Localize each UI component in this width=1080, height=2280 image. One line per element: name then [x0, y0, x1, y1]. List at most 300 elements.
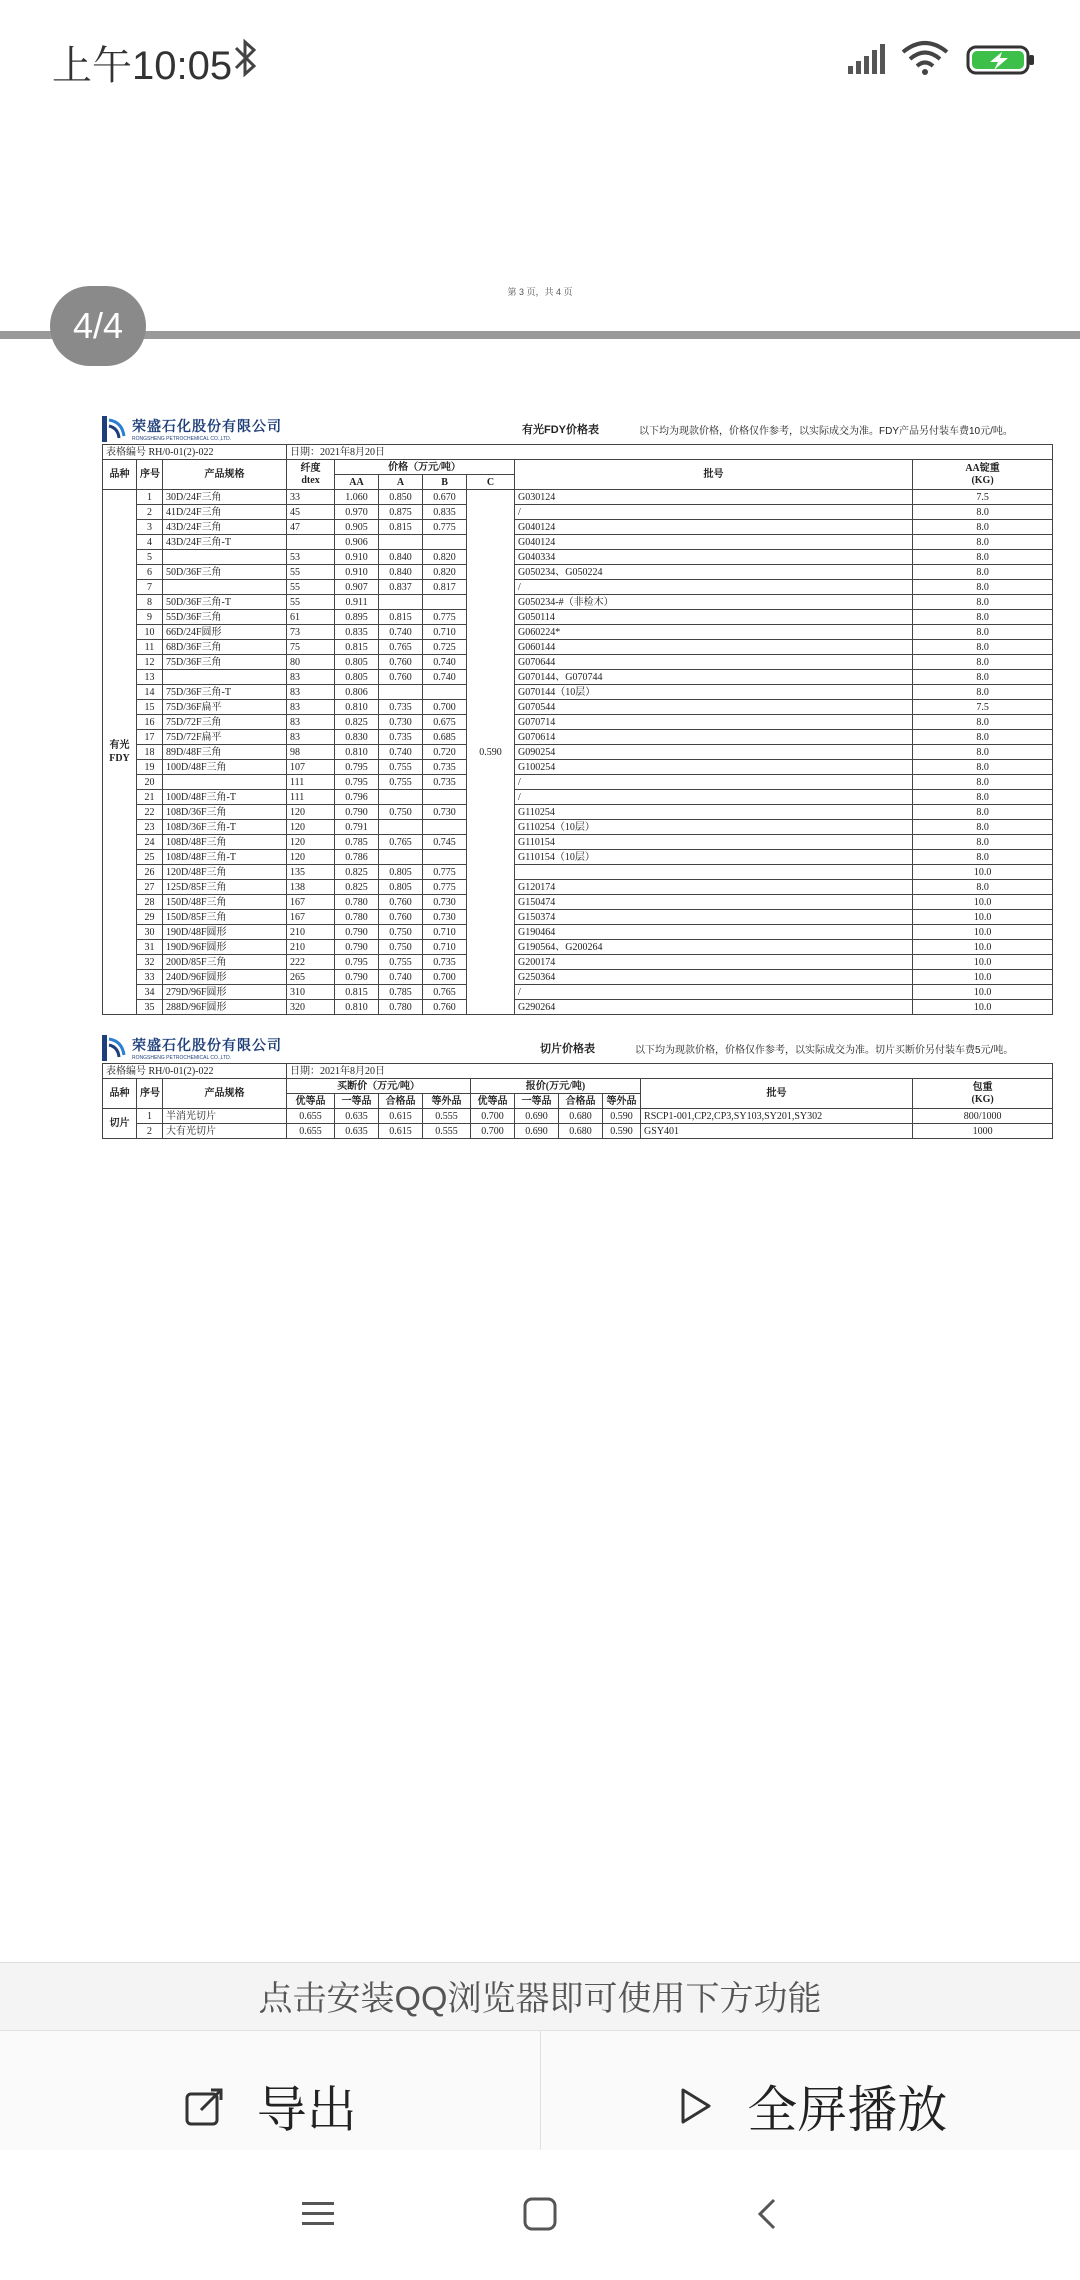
table-row — [103, 1124, 1053, 1139]
cell-weight: 10.0 — [913, 955, 1053, 970]
cell-weight: 10.0 — [913, 910, 1053, 925]
col-grade-3: 合格品 — [559, 1094, 603, 1109]
col-buyout: 买断价（万元/吨） — [287, 1079, 471, 1094]
cell-seq: 2 — [137, 1124, 163, 1139]
cell-spec: 50D/36F三角 — [163, 565, 287, 580]
cell-price-a: 0.735 — [379, 730, 423, 745]
cell-price-a: 0.760 — [379, 655, 423, 670]
cell-dtex: 120 — [287, 805, 335, 820]
export-icon — [183, 2084, 227, 2128]
cell-seq: 19 — [137, 760, 163, 775]
cell-weight: 8.0 — [913, 595, 1053, 610]
cell-spec: 大有光切片 — [163, 1124, 287, 1139]
cell-price-b: 0.670 — [423, 490, 467, 505]
cell-spec: 200D/85F三角 — [163, 955, 287, 970]
cell-price-b: 0.740 — [423, 655, 467, 670]
cell-weight: 10.0 — [913, 970, 1053, 985]
cell-price-b: 0.735 — [423, 955, 467, 970]
col-dtex: 纤度 dtex — [287, 460, 335, 490]
cell-seq: 20 — [137, 775, 163, 790]
cell-price-aa: 0.825 — [335, 715, 379, 730]
cell-price-b: 0.700 — [423, 970, 467, 985]
cell-price-a: 0.765 — [379, 835, 423, 850]
cell-dtex: 120 — [287, 820, 335, 835]
cell-batch: G110254 — [515, 805, 913, 820]
cell-price-b: 0.710 — [423, 625, 467, 640]
table-row — [103, 745, 1053, 760]
cell-price-a: 0.750 — [379, 805, 423, 820]
cell-buyout-1: 0.655 — [287, 1124, 335, 1139]
fdy-form-no: 表格编号 RH/0-01(2)-022 — [103, 445, 287, 460]
cell-price-b: 0.735 — [423, 775, 467, 790]
cell-seq: 7 — [137, 580, 163, 595]
cell-dtex: 310 — [287, 985, 335, 1000]
cell-spec: 89D/48F三角 — [163, 745, 287, 760]
cell-seq: 21 — [137, 790, 163, 805]
cell-price-a: 0.805 — [379, 865, 423, 880]
cell-seq: 22 — [137, 805, 163, 820]
play-icon — [673, 2084, 717, 2128]
cell-spec: 75D/36F扁平 — [163, 700, 287, 715]
cell-weight: 8.0 — [913, 640, 1053, 655]
cell-price-aa: 0.830 — [335, 730, 379, 745]
company-logo-2 — [102, 1035, 282, 1061]
cell-pack: 1000 — [913, 1124, 1053, 1139]
cell-dtex: 222 — [287, 955, 335, 970]
cell-price-b: 0.820 — [423, 550, 467, 565]
cell-price-a: 0.750 — [379, 925, 423, 940]
cell-price-aa: 0.815 — [335, 985, 379, 1000]
col-c: C — [467, 475, 515, 490]
cell-seq: 18 — [137, 745, 163, 760]
cell-batch: G070144（10层） — [515, 685, 913, 700]
cell-dtex: 167 — [287, 910, 335, 925]
cell-price-a: 0.750 — [379, 940, 423, 955]
cell-batch: / — [515, 790, 913, 805]
table-row — [103, 670, 1053, 685]
cell-buyout-2: 0.635 — [335, 1109, 379, 1124]
company-name: 荣盛石化股份有限公司 — [132, 418, 282, 434]
table-row — [103, 490, 1053, 505]
cell-spec: 68D/36F三角 — [163, 640, 287, 655]
cell-price-aa: 0.905 — [335, 520, 379, 535]
cell-seq: 24 — [137, 835, 163, 850]
cell-price-aa: 0.790 — [335, 805, 379, 820]
table-row — [103, 565, 1053, 580]
cell-price-aa: 0.835 — [335, 625, 379, 640]
cell-seq: 14 — [137, 685, 163, 700]
cell-price-a — [379, 685, 423, 700]
cell-dtex: 73 — [287, 625, 335, 640]
cell-quote-1: 0.700 — [471, 1124, 515, 1139]
cell-spec — [163, 550, 287, 565]
col-category: 品种 — [103, 1079, 137, 1109]
cell-spec: 75D/36F三角 — [163, 655, 287, 670]
cell-price-b: 0.720 — [423, 745, 467, 760]
cell-price-b: 0.675 — [423, 715, 467, 730]
battery-charging-icon — [966, 44, 1036, 76]
cell-price-a: 0.815 — [379, 520, 423, 535]
table-row — [103, 895, 1053, 910]
cell-batch: G070544 — [515, 700, 913, 715]
col-seq: 序号 — [137, 460, 163, 490]
cell-price-aa: 0.825 — [335, 880, 379, 895]
cell-price-b — [423, 685, 467, 700]
cell-price-aa: 0.780 — [335, 910, 379, 925]
cell-spec: 75D/72F扁平 — [163, 730, 287, 745]
cell-batch: G050234-#（非检木） — [515, 595, 913, 610]
cell-dtex: 111 — [287, 790, 335, 805]
col-batch: 批号 — [515, 460, 913, 490]
table-row — [103, 655, 1053, 670]
cell-spec — [163, 580, 287, 595]
table-row — [103, 640, 1053, 655]
cell-batch: G070144、G070744 — [515, 670, 913, 685]
cell-price-b: 0.710 — [423, 940, 467, 955]
cell-price-aa: 0.785 — [335, 835, 379, 850]
cell-weight: 8.0 — [913, 685, 1053, 700]
cell-spec: 108D/48F三角-T — [163, 850, 287, 865]
cell-dtex: 210 — [287, 925, 335, 940]
cell-seq: 8 — [137, 595, 163, 610]
cell-dtex: 83 — [287, 670, 335, 685]
table-row — [103, 910, 1053, 925]
cell-batch: G110154 — [515, 835, 913, 850]
cell-batch: G040124 — [515, 535, 913, 550]
cell-seq: 32 — [137, 955, 163, 970]
cell-batch: / — [515, 580, 913, 595]
cell-price-b: 0.820 — [423, 565, 467, 580]
cell-batch: G200174 — [515, 955, 913, 970]
col-grade-2: 一等品 — [335, 1094, 379, 1109]
page-hint: 第 3 页，共 4 页 — [507, 287, 573, 297]
cell-price-b — [423, 850, 467, 865]
cell-price-aa: 0.805 — [335, 655, 379, 670]
table-row — [103, 520, 1053, 535]
cell-seq: 1 — [137, 1109, 163, 1124]
cell-spec: 66D/24F圆形 — [163, 625, 287, 640]
cell-price-a: 0.740 — [379, 625, 423, 640]
cell-seq: 17 — [137, 730, 163, 745]
cell-seq: 35 — [137, 1000, 163, 1015]
cell-seq: 25 — [137, 850, 163, 865]
cell-seq: 31 — [137, 940, 163, 955]
table-row — [103, 685, 1053, 700]
cell-weight: 10.0 — [913, 895, 1053, 910]
table-row — [103, 550, 1053, 565]
cell-dtex: 83 — [287, 685, 335, 700]
cell-spec: 108D/36F三角-T — [163, 820, 287, 835]
cell-batch: G100254 — [515, 760, 913, 775]
cell-batch: RSCP1-001,CP2,CP3,SY103,SY201,SY302 — [641, 1109, 913, 1124]
cell-batch: G040124 — [515, 520, 913, 535]
cell-price-aa: 0.790 — [335, 970, 379, 985]
cell-seq: 23 — [137, 820, 163, 835]
cell-spec: 288D/96F圆形 — [163, 1000, 287, 1015]
system-nav-bar — [0, 2150, 1080, 2280]
cell-spec: 75D/36F三角-T — [163, 685, 287, 700]
table-row — [103, 625, 1053, 640]
signal-icon — [848, 44, 890, 74]
cell-weight: 8.0 — [913, 715, 1053, 730]
cell-spec: 55D/36F三角 — [163, 610, 287, 625]
chips-form-no: 表格编号 RH/0-01(2)-022 — [103, 1064, 287, 1079]
cell-weight: 8.0 — [913, 520, 1053, 535]
home-icon[interactable] — [522, 2196, 558, 2232]
status-bar — [0, 0, 1080, 120]
fdy-title: 有光FDY价格表 — [522, 424, 599, 436]
table-row — [103, 580, 1053, 595]
cell-batch: G070614 — [515, 730, 913, 745]
cell-weight: 10.0 — [913, 1000, 1053, 1015]
cell-seq: 11 — [137, 640, 163, 655]
cell-seq: 6 — [137, 565, 163, 580]
cell-price-aa: 0.810 — [335, 1000, 379, 1015]
chips-title: 切片价格表 — [540, 1043, 595, 1055]
cell-dtex: 98 — [287, 745, 335, 760]
cell-weight: 8.0 — [913, 790, 1053, 805]
cell-price-b — [423, 595, 467, 610]
cell-quote-3: 0.680 — [559, 1124, 603, 1139]
cell-price-a — [379, 850, 423, 865]
cell-price-a: 0.765 — [379, 640, 423, 655]
cell-spec: 75D/72F三角 — [163, 715, 287, 730]
cell-weight: 7.5 — [913, 700, 1053, 715]
cell-weight: 8.0 — [913, 760, 1053, 775]
cell-weight: 8.0 — [913, 805, 1053, 820]
cell-price-aa: 0.815 — [335, 640, 379, 655]
cell-price-a: 0.780 — [379, 1000, 423, 1015]
cell-spec: 50D/36F三角-T — [163, 595, 287, 610]
cell-price-a: 0.740 — [379, 745, 423, 760]
cell-quote-2: 0.690 — [515, 1124, 559, 1139]
cell-price-aa: 0.790 — [335, 925, 379, 940]
company-logo — [102, 416, 282, 442]
fdy-date: 日期：2021年8月20日 — [287, 445, 1053, 460]
col-batch: 批号 — [641, 1079, 913, 1109]
cell-dtex: 83 — [287, 715, 335, 730]
cell-price-a: 0.755 — [379, 760, 423, 775]
status-time: 上午10:05 — [52, 44, 233, 88]
table-row — [103, 805, 1053, 820]
document-page — [102, 414, 1052, 1139]
cell-batch — [515, 865, 913, 880]
row-category: 有光 FDY — [103, 490, 137, 1015]
cell-dtex: 83 — [287, 700, 335, 715]
table-row — [103, 880, 1053, 895]
cell-price-a: 0.735 — [379, 700, 423, 715]
fullscreen-play-label: 全屏播放 — [747, 2081, 948, 2138]
cell-dtex: 55 — [287, 565, 335, 580]
table-row — [103, 955, 1053, 970]
col-spec: 产品规格 — [163, 460, 287, 490]
cell-weight: 8.0 — [913, 835, 1053, 850]
cell-price-aa: 0.795 — [335, 760, 379, 775]
cell-price-aa: 0.790 — [335, 940, 379, 955]
cell-dtex: 83 — [287, 730, 335, 745]
chips-note: 以下均为现款价格，价格仅作参考，以实际成交为准。切片买断价另付装车费5元/吨。 — [635, 1044, 1014, 1056]
cell-spec: 108D/48F三角 — [163, 835, 287, 850]
cell-price-b: 0.735 — [423, 760, 467, 775]
menu-icon[interactable] — [300, 2196, 336, 2232]
row-category: 切片 — [103, 1109, 137, 1139]
cell-spec: 190D/96F圆形 — [163, 940, 287, 955]
cell-price-aa: 0.806 — [335, 685, 379, 700]
cell-weight: 10.0 — [913, 985, 1053, 1000]
company-name: 荣盛石化股份有限公司 — [132, 1037, 282, 1053]
cell-price-a: 0.840 — [379, 550, 423, 565]
cell-batch: / — [515, 775, 913, 790]
cell-spec: 100D/48F三角 — [163, 760, 287, 775]
cell-price-b: 0.730 — [423, 895, 467, 910]
cell-weight: 8.0 — [913, 880, 1053, 895]
col-a: A — [379, 475, 423, 490]
chips-price-table — [102, 1063, 1053, 1139]
col-category: 品种 — [103, 460, 137, 490]
col-grade-4: 等外品 — [603, 1094, 641, 1109]
cell-price-b: 0.765 — [423, 985, 467, 1000]
cell-batch: G250364 — [515, 970, 913, 985]
table-row — [103, 775, 1053, 790]
cell-seq: 5 — [137, 550, 163, 565]
cell-price-aa: 0.970 — [335, 505, 379, 520]
cell-price-b: 0.725 — [423, 640, 467, 655]
cell-weight: 8.0 — [913, 850, 1053, 865]
col-spec: 产品规格 — [163, 1079, 287, 1109]
cell-seq: 26 — [137, 865, 163, 880]
cell-batch: G110254（10层） — [515, 820, 913, 835]
export-label: 导出 — [256, 2081, 357, 2138]
table-row — [103, 1109, 1053, 1124]
cell-weight: 8.0 — [913, 535, 1053, 550]
cell-quote-2: 0.690 — [515, 1109, 559, 1124]
cell-price-aa: 0.825 — [335, 865, 379, 880]
cell-batch: G070644 — [515, 655, 913, 670]
company-name-en: RONGSHENG PETROCHEMICAL CO.,LTD. — [132, 436, 232, 442]
cell-price-aa: 0.906 — [335, 535, 379, 550]
table-row — [103, 925, 1053, 940]
page-indicator: 4/4 — [50, 286, 146, 366]
cell-price-aa: 0.895 — [335, 610, 379, 625]
table-row — [103, 505, 1053, 520]
cell-price-a: 0.840 — [379, 565, 423, 580]
cell-seq: 13 — [137, 670, 163, 685]
cell-price-b: 0.775 — [423, 520, 467, 535]
cell-spec: 190D/48F圆形 — [163, 925, 287, 940]
cell-price-a: 0.755 — [379, 955, 423, 970]
cell-seq: 3 — [137, 520, 163, 535]
cell-price-a: 0.850 — [379, 490, 423, 505]
col-seq: 序号 — [137, 1079, 163, 1109]
cell-batch: GSY401 — [641, 1124, 913, 1139]
cell-batch: G150474 — [515, 895, 913, 910]
cell-weight: 8.0 — [913, 550, 1053, 565]
cell-batch: G050114 — [515, 610, 913, 625]
cell-seq: 29 — [137, 910, 163, 925]
cell-dtex: 265 — [287, 970, 335, 985]
chips-header — [102, 1033, 1052, 1063]
back-icon[interactable] — [750, 2196, 786, 2232]
cell-dtex: 120 — [287, 850, 335, 865]
cell-seq: 16 — [137, 715, 163, 730]
cell-price-aa: 0.795 — [335, 955, 379, 970]
cell-dtex: 107 — [287, 760, 335, 775]
cell-price-a: 0.875 — [379, 505, 423, 520]
table-row — [103, 730, 1053, 745]
col-grade-1: 优等品 — [471, 1094, 515, 1109]
table-row — [103, 970, 1053, 985]
table-row — [103, 865, 1053, 880]
cell-weight: 8.0 — [913, 565, 1053, 580]
cell-dtex — [287, 535, 335, 550]
cell-seq: 28 — [137, 895, 163, 910]
table-row — [103, 1000, 1053, 1015]
cell-batch: G030124 — [515, 490, 913, 505]
cell-price-aa: 0.795 — [335, 775, 379, 790]
cell-weight: 8.0 — [913, 655, 1053, 670]
cell-dtex: 55 — [287, 580, 335, 595]
cell-price-b: 0.760 — [423, 1000, 467, 1015]
cell-dtex: 320 — [287, 1000, 335, 1015]
cell-batch: G290264 — [515, 1000, 913, 1015]
cell-price-a: 0.760 — [379, 895, 423, 910]
cell-price-a: 0.785 — [379, 985, 423, 1000]
cell-buyout-3: 0.615 — [379, 1109, 423, 1124]
cell-spec: 43D/24F三角-T — [163, 535, 287, 550]
cell-buyout-4: 0.555 — [423, 1124, 471, 1139]
chips-date: 日期：2021年8月20日 — [287, 1064, 1053, 1079]
cell-price-a: 0.805 — [379, 880, 423, 895]
cell-price-a — [379, 790, 423, 805]
cell-buyout-2: 0.635 — [335, 1124, 379, 1139]
col-pack: 包重 (KG) — [913, 1079, 1053, 1109]
cell-seq: 4 — [137, 535, 163, 550]
cell-price-b: 0.745 — [423, 835, 467, 850]
col-grade-4: 等外品 — [423, 1094, 471, 1109]
cell-dtex: 80 — [287, 655, 335, 670]
cell-spec: 半消光切片 — [163, 1109, 287, 1124]
cell-weight: 8.0 — [913, 745, 1053, 760]
cell-spec: 43D/24F三角 — [163, 520, 287, 535]
col-price: 价格（万元/吨） — [335, 460, 515, 475]
cell-price-a: 0.815 — [379, 610, 423, 625]
company-name-en: RONGSHENG PETROCHEMICAL CO.,LTD. — [132, 1055, 232, 1061]
cell-dtex: 135 — [287, 865, 335, 880]
cell-weight: 8.0 — [913, 775, 1053, 790]
cell-pack: 800/1000 — [913, 1109, 1053, 1124]
cell-spec — [163, 670, 287, 685]
cell-batch: G070714 — [515, 715, 913, 730]
cell-price-a: 0.760 — [379, 910, 423, 925]
table-row — [103, 790, 1053, 805]
install-qq-browser-hint[interactable]: 点击安装QQ浏览器即可使用下方功能 — [0, 1962, 1080, 2034]
cell-seq: 15 — [137, 700, 163, 715]
table-row — [103, 595, 1053, 610]
cell-weight: 8.0 — [913, 670, 1053, 685]
cell-seq: 10 — [137, 625, 163, 640]
wifi-icon — [900, 40, 950, 76]
fdy-price-table — [102, 444, 1053, 1015]
cell-seq: 33 — [137, 970, 163, 985]
cell-weight: 8.0 — [913, 625, 1053, 640]
cell-batch: G060144 — [515, 640, 913, 655]
fdy-header — [102, 414, 1052, 444]
cell-price-a — [379, 535, 423, 550]
cell-spec: 100D/48F三角-T — [163, 790, 287, 805]
table-row — [103, 850, 1053, 865]
cell-batch: G050234、G050224 — [515, 565, 913, 580]
col-grade-1: 优等品 — [287, 1094, 335, 1109]
